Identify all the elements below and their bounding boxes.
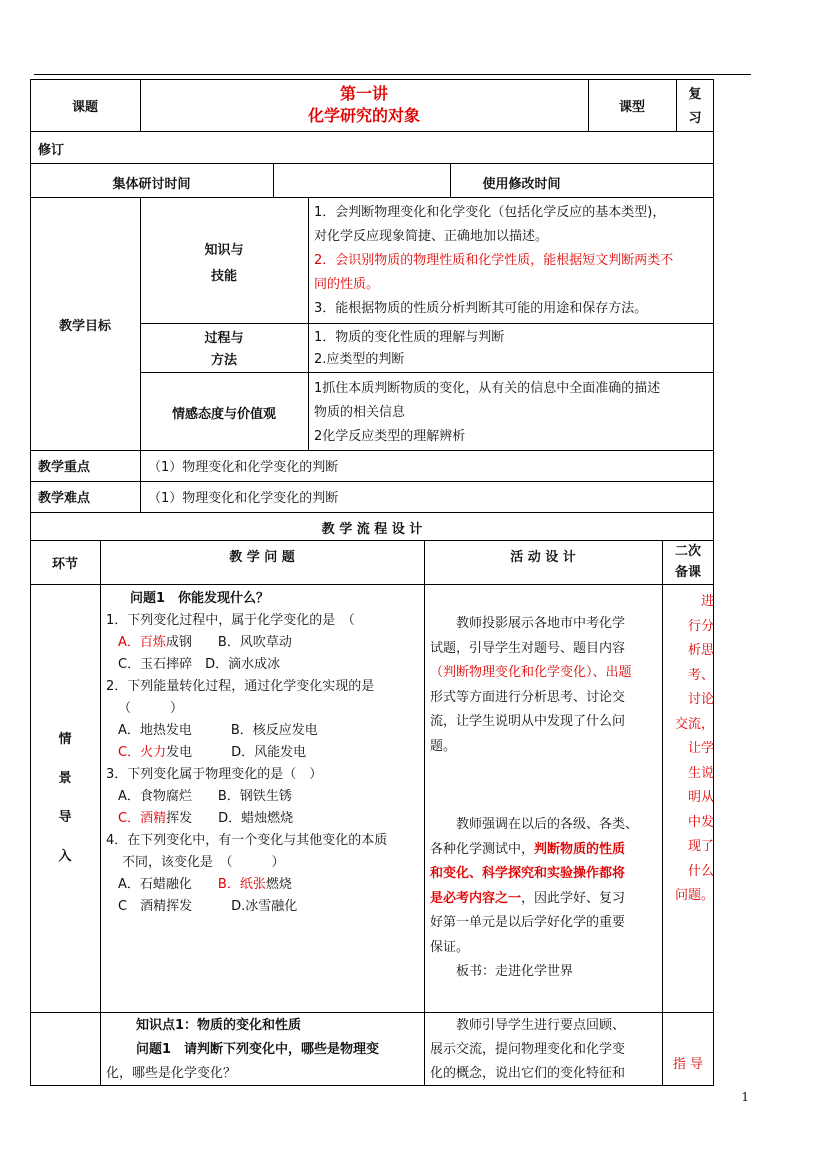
note-line: 进: [700, 594, 714, 609]
revise-label: 使用修改时间: [482, 177, 561, 192]
focus-value: （1）物理变化和化学变化的判断: [148, 460, 339, 475]
activity-line: 教师强调在以后的各级、各类、: [430, 817, 639, 832]
question-2-paren: （ ）: [118, 701, 184, 716]
activity-line: 保证。: [430, 939, 470, 955]
activity-line: 化的概念，说出它们的变化特征和: [430, 1066, 626, 1081]
revision-label: 修订: [38, 143, 65, 158]
question-2: 2．下列能量转化过程，通过化学变化实现的是: [106, 679, 375, 694]
activity-line: [430, 838, 638, 863]
stage-char: 景: [58, 771, 72, 786]
process-label: [140, 328, 308, 372]
answer-highlight: A．百炼: [118, 635, 166, 650]
activity-line: 流，让学生说明从中发现了什么问: [430, 714, 626, 729]
kp1-q-text: 问题1 请判断下列变化中，哪些是物理变: [136, 1042, 380, 1057]
process-label-2: 方法: [210, 353, 237, 368]
difficulty-value: （1）物理变化和化学变化的判断: [148, 491, 339, 506]
emotion-items: [314, 377, 660, 449]
emotion-label: 情感态度与价值观: [171, 407, 276, 422]
question-4b: 不同，该变化是 （ ）: [122, 855, 285, 870]
stage-char: 导: [58, 810, 72, 825]
kp1-title: 知识点1：物质的变化和性质: [136, 1018, 302, 1033]
emotion-item: 物质的相关信息: [314, 405, 406, 420]
process-item: 1．物质的变化性质的理解与判断: [314, 330, 505, 345]
note-line: 生说: [687, 765, 714, 781]
activity-line: [430, 887, 638, 912]
answer-text: A．石蜡融化: [118, 877, 218, 892]
intro-stage: [30, 720, 100, 876]
flow-title: 教 学 流 程 设 计: [321, 522, 423, 537]
kp1-note: 指 导: [672, 1057, 704, 1072]
question-3-cd: [106, 808, 387, 830]
page-number: 1: [741, 1090, 749, 1104]
note-line: 行分: [687, 618, 714, 634]
process-item: 2.应类型的判断: [314, 352, 405, 367]
question-3-ab: A．食物腐烂 B．钢铁生锈: [118, 789, 292, 804]
stage-char: 入: [58, 849, 72, 864]
type-label: 课型: [618, 100, 645, 115]
answer-highlight: B．纸张: [217, 877, 266, 892]
process-items: [314, 327, 504, 371]
emotion-item: 1抓住本质判断物质的变化，从有关的信息中全面准确的描述: [314, 381, 661, 396]
activity-line: 题。: [430, 738, 457, 754]
discussion-label: 集体研讨时间: [112, 177, 191, 192]
note-line: 交流，: [674, 716, 714, 732]
course-label: 课题: [71, 100, 98, 115]
question-2-cd: [106, 742, 387, 764]
question-1-ab: [106, 632, 387, 654]
type-value-1: 复: [688, 87, 702, 102]
type-value: [676, 83, 714, 131]
activity-line: 展示交流，提问物理变化和化学变: [430, 1042, 626, 1057]
kp1-q2: 化，哪些是化学变化？: [106, 1066, 237, 1081]
activity-line: （判断物理变化和化学变化）、出题: [430, 665, 632, 680]
col-note-2: 备课: [674, 565, 701, 580]
intro-activity-2: [430, 813, 638, 985]
top-rule: [34, 74, 751, 75]
col-note: [662, 541, 714, 583]
answer-highlight: C．火力: [118, 745, 167, 760]
answer-text: 发电 D．风能发电: [166, 745, 307, 760]
answer-highlight: C．酒精: [118, 811, 167, 826]
question-1-cd: C．玉石摔碎 D．滴水成冰: [118, 657, 281, 672]
intro-questions: [106, 588, 387, 918]
activity-emphasis: 判断物质的性质: [534, 841, 626, 857]
question-2-ab: A．地热发电 B．核反应发电: [118, 723, 318, 738]
knowledge-item: 2．会识别物质的物理性质和化学性质，能根据短文判断两类不: [314, 253, 674, 268]
knowledge-label-2: 技能: [210, 269, 237, 284]
goals-label: 教学目标: [58, 319, 111, 334]
activity-text: 各种化学测试中，: [430, 841, 535, 857]
question-1: 1．下列变化过程中，属于化学变化的是 （: [106, 613, 355, 628]
activity-line: 教师引导学生进行要点回顾、: [430, 1018, 626, 1033]
note-line: 讨论: [687, 692, 714, 707]
question-3: 3．下列变化属于物理变化的是（ ）: [106, 767, 323, 782]
kp1-activity: [430, 1014, 625, 1086]
type-value-2: 习: [688, 111, 702, 126]
activity-line: 板书：走进化学世界: [430, 964, 574, 979]
stage-char: 情: [58, 732, 72, 747]
intro-activity: [430, 612, 632, 759]
knowledge-item: 对化学反应现象简捷、正确地加以描述。: [314, 229, 549, 244]
question-4: 4．在下列变化中，有一个变化与其他变化的本质: [106, 833, 388, 848]
question-4-ab: [106, 874, 387, 896]
knowledge-label-1: 知识与: [204, 243, 244, 258]
question-title: 问题1 你能发现什么？: [130, 591, 270, 606]
knowledge-items: [314, 201, 673, 321]
difficulty-label: 教学难点: [38, 491, 91, 506]
activity-emphasis: 是必考内容之一: [430, 890, 522, 906]
col-stage: 环节: [51, 557, 78, 572]
activity-line: 教师投影展示各地市中考化学: [430, 616, 626, 631]
note-line: 明从: [687, 790, 714, 805]
emotion-item: 2化学反应类型的理解辨析: [314, 429, 466, 444]
kp1-question: [106, 1014, 379, 1086]
process-label-1: 过程与: [204, 331, 244, 346]
answer-text: 成钢 B．风吹草动: [165, 635, 292, 650]
activity-line: 试题，引导学生对题号、题目内容: [430, 640, 626, 656]
title-line-1: 第一讲: [339, 84, 388, 103]
note-line: 问题。: [674, 888, 714, 903]
note-line: 让学: [687, 741, 714, 756]
activity-line: 好第一单元是以后学好化学的重要: [430, 915, 626, 930]
answer-text: 燃烧: [265, 877, 292, 892]
col-question: 教 学 问 题: [229, 550, 295, 565]
knowledge-item: 1．会判断物理变化和化学变化（包括化学反应的基本类型)，: [314, 205, 666, 220]
knowledge-item: 3．能根据物质的性质分析判断其可能的用途和保存方法。: [314, 301, 648, 316]
title-line-2: 化学研究的对象: [307, 106, 420, 125]
kp1-q: [106, 1038, 379, 1062]
note-line: 现了: [687, 839, 714, 854]
note-line: 中发: [687, 814, 714, 830]
note-line: 析思: [687, 643, 714, 658]
intro-note: [664, 590, 714, 909]
question-4-cd: C 酒精挥发 D.冰雪融化: [118, 899, 298, 914]
answer-text: 挥发 D．蜡烛燃烧: [166, 811, 294, 826]
activity-text: ，因此学好、复习: [521, 890, 626, 906]
focus-label: 教学重点: [38, 460, 91, 475]
lesson-title: [140, 83, 588, 127]
col-note-1: 二次: [674, 544, 701, 559]
col-activity: 活 动 设 计: [510, 550, 576, 565]
activity-emphasis: 和变化、科学探究和实验操作都将: [430, 866, 626, 881]
knowledge-item: 同的性质。: [314, 277, 380, 292]
knowledge-label: [140, 238, 308, 290]
note-line: 考、: [687, 667, 714, 683]
activity-line: 形式等方面进行分析思考、讨论交: [430, 689, 626, 705]
note-line: 什么: [687, 863, 714, 879]
